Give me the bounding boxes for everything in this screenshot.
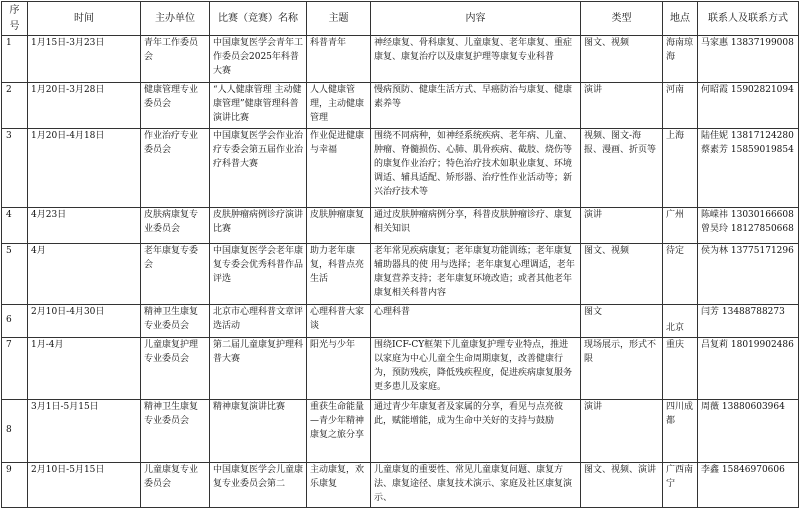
table-row	[2, 244, 799, 305]
cell-content: 慢病预防、健康生活方式、早癌防治与康复、健康素养等	[371, 83, 581, 129]
cell-time: 3月1日-5月15日	[28, 400, 141, 463]
cell-time: 1月15日-3月23日	[28, 36, 141, 83]
activity-table	[1, 1, 799, 508]
cell-theme: 心理科普大家谈	[307, 305, 371, 338]
header-no: 序号	[2, 2, 28, 36]
table-row	[2, 305, 799, 338]
cell-host: 青年工作委员会	[141, 36, 210, 83]
cell-time: 1月20日-3月28日	[28, 83, 141, 129]
cell-no: 2	[2, 83, 28, 129]
cell-content: 神经康复、骨科康复、儿童康复、老年康复、重症康复、康复治疗以及康复护理等康复专业科普	[371, 36, 581, 83]
table-row	[2, 36, 799, 83]
cell-type: 图文、视频	[581, 36, 663, 83]
cell-host: 精神卫生康复专业委员会	[141, 400, 210, 463]
cell-place: 四川成都	[663, 400, 698, 463]
cell-content: 老年常见疾病康复；老年康复功能训练；老年康复辅助器具的使 用与选择；老年康复心理调适，老年康复营养支持；老年康复环境改造；或者其他老年康复相关科普内容	[371, 244, 581, 305]
header-place: 地点	[663, 2, 698, 36]
cell-type: 演讲	[581, 400, 663, 463]
cell-theme: 助力老年康复，科普点亮生活	[307, 244, 371, 305]
cell-theme: 阳光与少年	[307, 338, 371, 400]
header-theme: 主题	[307, 2, 371, 36]
cell-name: 中国康复医学会老年康复专委会优秀科普作品评选	[210, 244, 307, 305]
cell-no: 7	[2, 338, 28, 400]
header-type: 类型	[581, 2, 663, 36]
cell-content: 心理科普	[371, 305, 581, 338]
cell-no: 3	[2, 129, 28, 208]
cell-time: 1月20日-4月18日	[28, 129, 141, 208]
cell-name: 中国康复医学会青年工作委员会2025年科普大赛	[210, 36, 307, 83]
cell-no: 8	[2, 400, 28, 463]
header-host: 主办单位	[141, 2, 210, 36]
cell-contact: 吕复莉 18019902486	[698, 338, 799, 400]
cell-no: 1	[2, 36, 28, 83]
cell-place: 河南	[663, 83, 698, 129]
table-row	[2, 400, 799, 463]
cell-place: 海南琼海	[663, 36, 698, 83]
cell-host: 皮肤病康复专业委员会	[141, 208, 210, 244]
cell-contact: 马家惠 13837199008	[698, 36, 799, 83]
cell-type: 演讲	[581, 83, 663, 129]
cell-name: 中国康复医学会作业治疗专委会第五届作业治疗科普大赛	[210, 129, 307, 208]
cell-contact: 侯为林 13775171296	[698, 244, 799, 305]
header-time: 时间	[28, 2, 141, 36]
cell-theme: 作业促进健康与幸福	[307, 129, 371, 208]
cell-time: 1月-4月	[28, 338, 141, 400]
header-name: 比赛（竞赛）名称	[210, 2, 307, 36]
cell-no: 6	[2, 305, 28, 338]
cell-host: 精神卫生康复专业委员会	[141, 305, 210, 338]
cell-time: 2月10日-4月30日	[28, 305, 141, 338]
cell-place: 北京	[663, 305, 698, 338]
cell-name: 皮肤肿瘤病例诊疗演讲比赛	[210, 208, 307, 244]
cell-host: 健康管理专业委员会	[141, 83, 210, 129]
cell-host: 儿童康复护理专业委员会	[141, 338, 210, 400]
cell-contact: 周薇 13880603964	[698, 400, 799, 463]
cell-type: 视频、图文-海报、漫画、折页等	[581, 129, 663, 208]
cell-name: 中国康复医学会儿童康复专业委员会第二	[210, 463, 307, 508]
cell-host: 作业治疗专业委员会	[141, 129, 210, 208]
table-row	[2, 208, 799, 244]
cell-type: 演讲	[581, 208, 663, 244]
cell-content: 通过皮肤肿瘤病例分享，科普皮肤肿瘤诊疗、康复相关知识	[371, 208, 581, 244]
cell-place: 广西南宁	[663, 463, 698, 508]
cell-type: 图文、视频、演讲	[581, 463, 663, 508]
cell-place: 待定	[663, 244, 698, 305]
cell-no: 4	[2, 208, 28, 244]
cell-no: 5	[2, 244, 28, 305]
table-row	[2, 338, 799, 400]
cell-content: 围绕ICF-CY框架下儿童康复护理专业特点，推进以家庭为中心儿童全生命周期康复，改善健康行为，预防残疾，降低残疾程度，促进疾病康复服务更多患儿及家庭。	[371, 338, 581, 400]
cell-name: 北京市心理科普文章评选活动	[210, 305, 307, 338]
cell-place: 重庆	[663, 338, 698, 400]
table-row	[2, 83, 799, 129]
header-content: 内容	[371, 2, 581, 36]
cell-type: 图文	[581, 305, 663, 338]
cell-type: 现场展示，形式不限	[581, 338, 663, 400]
cell-time: 2月10日-5月15日	[28, 463, 141, 508]
cell-name: 精神康复演讲比赛	[210, 400, 307, 463]
cell-theme: 主动康复，欢乐康复	[307, 463, 371, 508]
cell-contact: 陆佳妮 13817124280 蔡素芳 15859019854	[698, 129, 799, 208]
cell-content: 儿童康复的重要性、常见儿童康复问题、康复方法、康复途径、康复技术演示、家庭及社区康复演示、	[371, 463, 581, 508]
cell-contact: 闫芳 13488788273	[698, 305, 799, 338]
cell-place: 广州	[663, 208, 698, 244]
cell-type: 图文、视频	[581, 244, 663, 305]
header-row	[2, 2, 799, 36]
cell-contact: 陈嵘祎 13030166608 曾昊玲 18127850668	[698, 208, 799, 244]
cell-time: 4月	[28, 244, 141, 305]
cell-name: “人人健康管理 主动健康管理”健康管理科普演讲比赛	[210, 83, 307, 129]
cell-theme: 科普青年	[307, 36, 371, 83]
cell-no: 9	[2, 463, 28, 508]
table-row	[2, 463, 799, 508]
cell-place: 上海	[663, 129, 698, 208]
cell-contact: 李鑫 15846970606	[698, 463, 799, 508]
cell-host: 老年康复专委会	[141, 244, 210, 305]
cell-theme: 重获生命能量—青少年精神康复之旅分享	[307, 400, 371, 463]
cell-theme: 人人健康管理，主动健康管理	[307, 83, 371, 129]
cell-content: 通过青少年康复者及家属的分享，看见与点亮彼此，赋能增能，成为生命中关好的支持与鼓励	[371, 400, 581, 463]
cell-time: 4月23日	[28, 208, 141, 244]
table-row	[2, 129, 799, 208]
cell-name: 第二届儿童康复护理科普大赛	[210, 338, 307, 400]
header-contact: 联系人及联系方式	[698, 2, 799, 36]
cell-theme: 皮肤肿瘤康复	[307, 208, 371, 244]
cell-contact: 何昭霞 15902821094	[698, 83, 799, 129]
cell-host: 儿童康复专业委员会	[141, 463, 210, 508]
cell-content: 围绕不同病种，如神经系统疾病、老年病、儿童、肿瘤、脊髓损伤、心肺、肌骨疾病、截肢、烧伤等的康复作业治疗；特色治疗技术如职业康复、环境调适、辅具适配、矫形器、治疗性作业活动等；新兴治疗技术等	[371, 129, 581, 208]
